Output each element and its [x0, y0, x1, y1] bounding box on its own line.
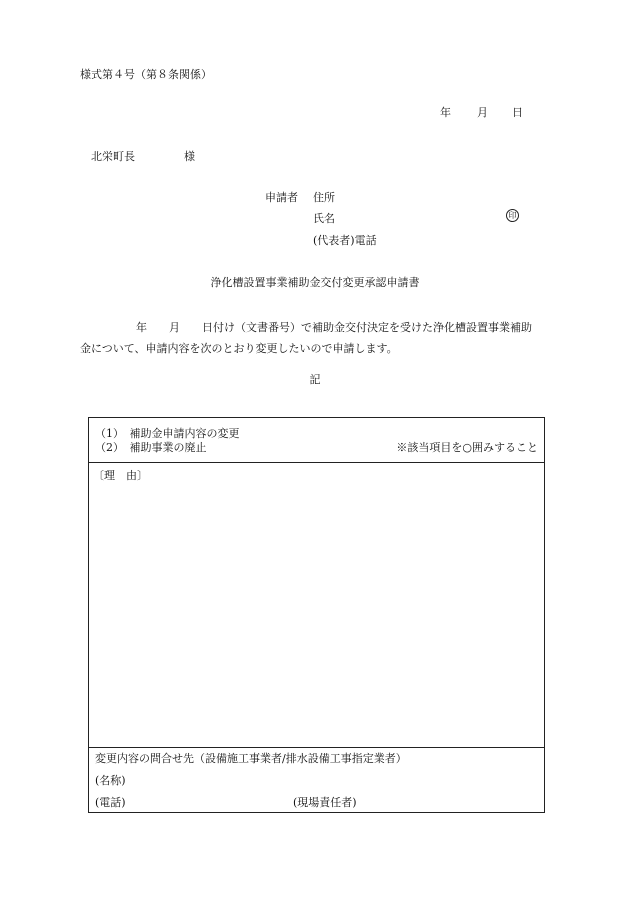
applicant-address-label: 住所	[313, 191, 335, 204]
date-day-label: 日	[512, 106, 523, 119]
contact-name-label: (名称)	[95, 774, 126, 787]
body-line1-rest: 日付け（文書番号）で補助金交付決定を受けた浄化槽設置事業補助	[202, 321, 532, 334]
applicant-label: 申請者	[265, 191, 298, 204]
date-month-label: 月	[477, 106, 488, 119]
date-year-label: 年	[440, 106, 451, 119]
divider-contact	[89, 747, 544, 748]
body-year: 年	[136, 321, 147, 334]
applicant-name-label: 氏名	[313, 212, 335, 225]
option-item-1: （1） 補助金申請内容の変更	[95, 427, 240, 440]
contact-manager-label: (現場責任者)	[293, 796, 357, 809]
seal-mark: 印	[506, 209, 519, 222]
document-title: 浄化槽設置事業補助金交付変更承認申請書	[210, 276, 420, 289]
form-box	[88, 417, 545, 813]
contact-heading: 変更内容の問合せ先（設備施工事業者/排水設備工事指定業者）	[95, 752, 407, 765]
form-number: 様式第４号（第８条関係）	[80, 68, 212, 81]
divider-options	[89, 462, 544, 463]
addressee-honorific: 様	[184, 150, 195, 163]
body-paragraph	[80, 317, 560, 359]
body-line2: 金について、申請内容を次のとおり変更したいので申請します。	[80, 342, 398, 355]
contact-phone-label: (電話)	[95, 796, 126, 809]
addressee-name: 北栄町長	[91, 150, 135, 163]
reason-label: 〔理 由〕	[93, 469, 148, 482]
ki-label: 記	[309, 373, 321, 386]
body-month: 月	[169, 321, 180, 334]
option-item-2: （2） 補助事業の廃止	[95, 441, 207, 454]
applicant-phone-label: (代表者)電話	[313, 234, 377, 247]
option-note: ※該当項目を○囲みすること	[396, 441, 538, 454]
